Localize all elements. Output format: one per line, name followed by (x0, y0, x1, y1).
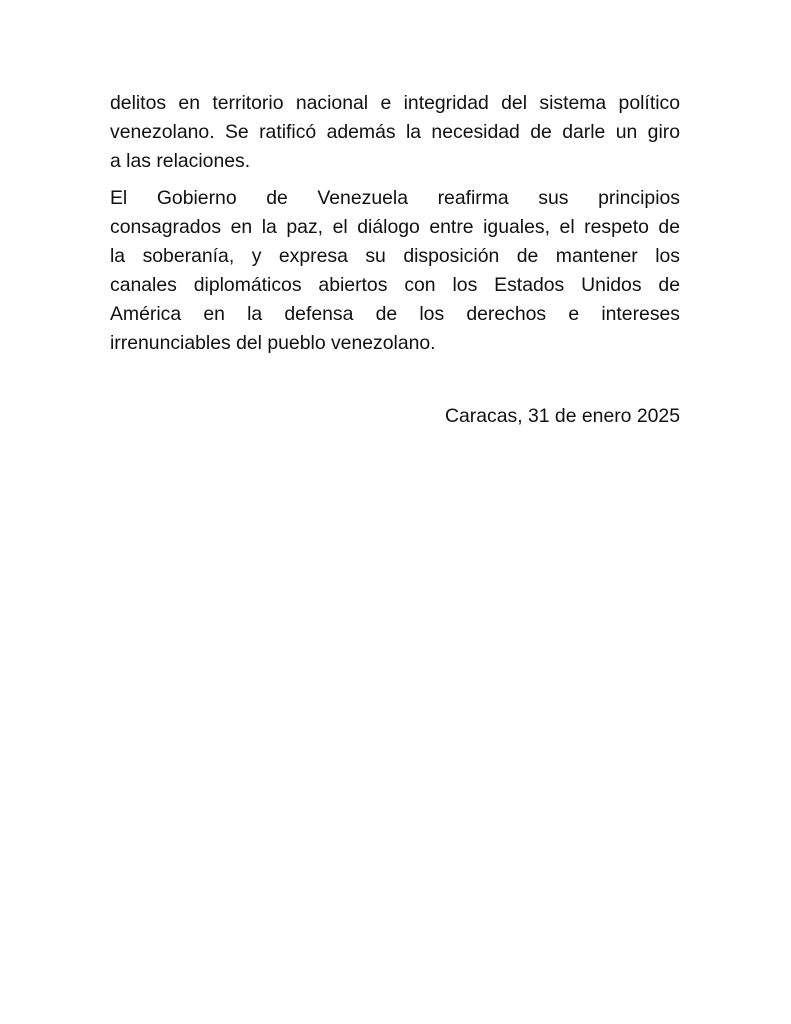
paragraph-1-line-1: delitos en territorio nacional e integridad del sistema político (110, 92, 680, 114)
paragraph-2-line-2: consagrados en la paz, el diálogo entre iguales, el respeto de (110, 216, 680, 238)
paragraph-2-line-3: la soberanía, y expresa su disposición de mantener los (110, 245, 680, 267)
paragraph-1-line-3: a las relaciones. (110, 150, 251, 172)
paragraph-2 (110, 184, 680, 358)
paragraph-1-line-2: venezolano. Se ratificó además la necesidad de darle un giro (110, 121, 680, 143)
paragraph-2-line-5: América en la defensa de los derechos e intereses (110, 303, 680, 325)
paragraph-2-line-6: irrenunciables del pueblo venezolano. (110, 332, 436, 354)
paragraph-2-line-1: El Gobierno de Venezuela reafirma sus principios (110, 187, 680, 209)
place-and-date: Caracas, 31 de enero 2025 (444, 405, 680, 427)
paragraph-2-line-4: canales diplomáticos abiertos con los Estados Unidos de (110, 274, 680, 296)
paragraph-1 (110, 89, 680, 176)
